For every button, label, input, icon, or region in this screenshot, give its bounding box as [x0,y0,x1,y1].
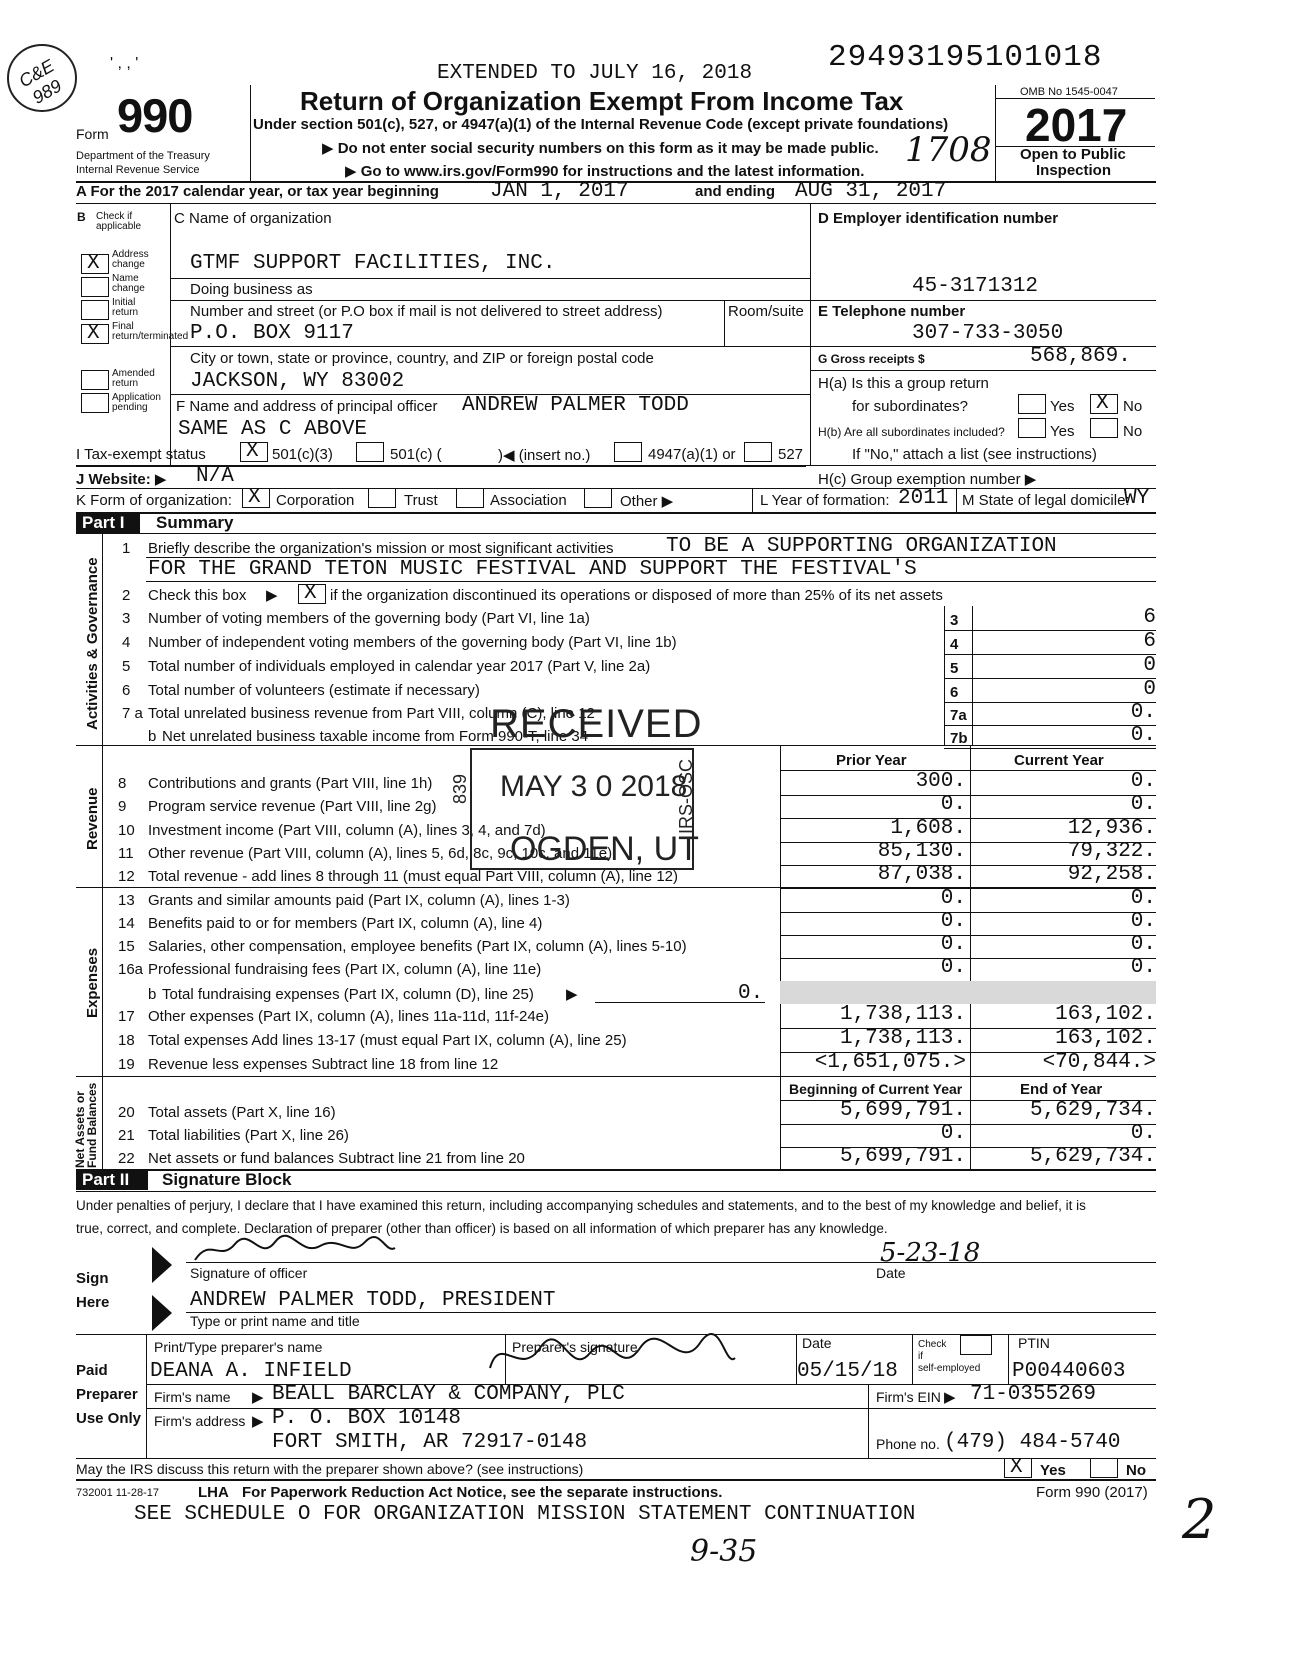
street-address: P.O. BOX 9117 [190,322,354,345]
amount-line-label: Investment income (Part VIII, column (A), lines 3, 4, and 7d) [148,822,546,839]
line16b-num: b [148,986,157,1003]
other-org-label: Other ▶ [620,493,674,510]
line2-num: 2 [122,587,131,604]
form-title: Return of Organization Exempt From Income Tax [300,86,904,116]
l-label: L Year of formation: [760,492,890,509]
amount-current-year: 163,102. [1055,1027,1156,1050]
amount-line-label: Total liabilities (Part X, line 26) [148,1127,349,1144]
ha-sub-label: for subordinates? [852,398,968,415]
gov-line-num: 4 [122,634,131,651]
gov-line-value: 6 [1143,606,1156,629]
check-label: Check [918,1339,947,1350]
amount-prior-year: 1,608. [890,817,966,840]
amount-current-year: 0. [1130,956,1156,979]
line-j-label: J Website: ▶ [76,471,167,488]
form-subtitle: Under section 501(c), 527, or 4947(a)(1) of the Internal Revenue Code (except private foundations) [253,116,949,133]
corporation-mark: X [248,486,261,509]
penalty-line-2: true, correct, and complete. Declaration of preparer (other than officer) is based on all information of which preparer has any knowledge. [76,1221,888,1236]
part2-title: Signature Block [162,1170,292,1189]
line1-label: Briefly describe the organization's mission or most significant activities [148,540,614,557]
gov-line-num: b [148,728,157,745]
here-label: Here [76,1294,110,1311]
g-label: G Gross receipts $ [818,352,925,366]
gov-line-box: 5 [950,660,959,677]
if-label: if [918,1351,923,1362]
amount-line-label: Grants and similar amounts paid (Part IX, column (A), lines 1-3) [148,892,570,909]
status-501c-insert: )◀ (insert no.) [498,447,591,464]
status-4947-checkbox[interactable] [614,442,642,462]
officer-signature [190,1232,400,1266]
amount-current-year: 79,322. [1067,840,1156,863]
gov-line-label: Net unrelated business taxable income from Form 990-T, line 34 [162,728,589,745]
street-label: Number and street (or P.O box if mail is not delivered to street address) [190,303,663,320]
amount-current-year: 5,629,734. [1029,1145,1156,1168]
amount-current-year: <70,844.> [1042,1051,1156,1074]
principal-officer: ANDREW PALMER TODD [462,394,689,417]
and-ending-label: and ending [695,183,775,200]
corner-stamp-text: C&E 989 [15,55,66,108]
amount-line-num: 11 [118,845,134,862]
amount-line-label: Other revenue (Part VIII, column (A), lines 5, 6d, 8c, 9c, 10c, and 11e) [148,845,613,862]
gov-line-label: Number of independent voting members of the governing body (Part VI, line 1b) [148,634,677,651]
trust-checkbox[interactable] [368,488,396,508]
sign-arrows [150,1245,174,1335]
final-return-label: Final return/terminated [112,321,189,342]
ha-no-mark: X [1096,392,1109,415]
initial-return-label: Initial return [112,297,139,318]
self-employed-checkbox[interactable] [960,1335,992,1355]
signature-officer-label: Signature of officer [190,1265,308,1281]
amount-prior-year: 0. [940,910,966,933]
lha-label: LHA [198,1484,229,1501]
discuss-yes-label: Yes [1040,1462,1066,1479]
amount-current-year: 0. [1130,933,1156,956]
amount-line-num: 13 [118,892,135,909]
status-501c-label: 501(c) ( [390,446,442,463]
amount-line-num: 21 [118,1127,135,1144]
form-number: 990 [117,89,193,142]
final-return-mark: X [87,322,100,345]
side-governance: Activities & Governance [84,557,101,730]
amount-line-num: 14 [118,915,135,932]
preparer-name: DEANA A. INFIELD [150,1360,352,1383]
corner-stamp [4,40,80,116]
name-change-label: Name change [112,273,145,294]
ptin-label: PTIN [1018,1335,1050,1351]
phone-no-label: Phone no. [876,1436,940,1452]
firm-name: BEALL BARCLAY & COMPANY, PLC [272,1383,625,1406]
col-beginning: Beginning of Current Year [789,1081,963,1097]
part2-label: Part II [82,1170,130,1189]
city-state-zip: JACKSON, WY 83002 [190,370,405,393]
omb-number: OMB No 1545-0047 [1020,86,1118,98]
gov-line-value: 0. [1130,701,1156,724]
status-501c-checkbox[interactable] [356,442,384,462]
line2-check-label: Check this box [148,587,247,604]
col-current-year: Current Year [1014,752,1104,769]
side-revenue: Revenue [84,787,101,850]
trust-label: Trust [404,492,438,509]
tax-year-end: AUG 31, 2017 [795,180,947,203]
city-label: City or town, state or province, country, and ZIP or foreign postal code [190,350,654,367]
use-only-label: Use Only [76,1410,142,1427]
gov-line-num: 7 a [122,705,143,722]
f-label: F Name and address of principal officer [176,398,438,415]
gov-line-box: 6 [950,684,959,701]
line16b-label: Total fundraising expenses (Part IX, column (D), line 25) [162,986,534,1003]
hb-no-checkbox[interactable] [1090,418,1118,438]
gross-receipts-value: 568,869. [1030,345,1131,368]
hb-label: H(b) Are all subordinates included? [818,425,1005,439]
amount-line-num: 19 [118,1056,135,1073]
status-527-checkbox[interactable] [744,442,772,462]
amount-line-num: 17 [118,1008,135,1025]
irs-name: Internal Revenue Service [76,164,200,176]
amount-prior-year: 5,699,791. [839,1099,966,1122]
preparer-ptin: P00440603 [1012,1360,1126,1383]
amount-current-year: 0. [1130,793,1156,816]
firm-phone: (479) 484-5740 [944,1431,1121,1454]
firm-ein-label: Firm's EIN [876,1389,941,1405]
amount-line-label: Total revenue - add lines 8 through 11 (must equal Part VIII, column (A), line 12) [148,868,678,885]
sign-label: Sign [76,1270,109,1287]
gov-line-box: 3 [950,612,959,629]
ha-yes-checkbox[interactable] [1018,394,1046,414]
part1-title: Summary [156,513,234,532]
line16b-value: 0. [738,982,764,1005]
discuss-yes-mark: X [1010,1456,1023,1479]
form-footer-id: Form 990 (2017) [1036,1484,1148,1501]
page-handwritten: 9-35 [690,1534,758,1569]
form-code: 732001 11-28-17 [76,1487,159,1499]
amount-line-label: Net assets or fund balances Subtract line 21 from line 20 [148,1150,525,1167]
amount-line-label: Program service revenue (Part VIII, line 2g) [148,798,437,815]
line2-text: if the organization discontinued its operations or disposed of more than 25% of its net assets [330,587,943,604]
tax-year: 2017 [1025,99,1128,151]
name-title-label: Type or print name and title [190,1313,360,1329]
status-527-label: 527 [778,446,804,463]
extension-notice: EXTENDED TO JULY 16, 2018 [437,62,753,85]
amount-prior-year: 0. [940,933,966,956]
side-expenses: Expenses [84,947,101,1018]
gov-line-label: Number of voting members of the governing body (Part VI, line 1a) [148,610,590,627]
amount-current-year: 0. [1130,887,1156,910]
application-pending-checkbox[interactable] [81,393,109,413]
amount-current-year: 0. [1130,1122,1156,1145]
goto-notice: ▶ Go to www.irs.gov/Form990 for instructions and the latest information. [345,163,865,180]
gov-line-box: 7a [950,707,967,724]
line-k-label: K Form of organization: [76,492,232,509]
officer-name-title: ANDREW PALMER TODD, PRESIDENT [190,1289,556,1312]
d-label: D Employer identification number [818,210,1059,227]
mission-line-2: FOR THE GRAND TETON MUSIC FESTIVAL AND SUPPORT THE FESTIVAL'S [148,558,917,581]
amount-line-num: 9 [118,798,127,815]
amount-current-year: 163,102. [1055,1003,1156,1026]
hb-yes-checkbox[interactable] [1018,418,1046,438]
organization-name: GTMF SUPPORT FACILITIES, INC. [190,252,556,275]
received-left-code: 839 [450,773,470,804]
corporation-label: Corporation [276,492,355,509]
open-public: Open to Public [1020,146,1126,163]
status-501c3-label: 501(c)(3) [272,446,333,463]
amount-line-label: Salaries, other compensation, employee benefits (Part IX, column (A), lines 5-10) [148,938,687,955]
hb-note: If "No," attach a list (see instructions) [852,446,1097,463]
line1-num: 1 [122,540,131,557]
preparer-name-label: Print/Type preparer's name [154,1339,323,1355]
dba-label: Doing business as [190,281,313,298]
amount-prior-year: 0. [940,793,966,816]
amount-prior-year: <1,651,075.> [814,1051,966,1074]
tax-year-begin: JAN 1, 2017 [490,180,629,203]
mission-line-1: TO BE A SUPPORTING ORGANIZATION [666,535,1057,558]
line-a-label: A For the 2017 calendar year, or tax year beginning [76,183,439,200]
ha-yes-label: Yes [1050,398,1075,415]
received-date: MAY 3 0 2018 [500,770,688,803]
col-prior-year: Prior Year [836,752,907,769]
sign-date-label: Date [876,1265,906,1281]
amount-current-year: 5,629,734. [1029,1099,1156,1122]
amended-return-label: Amended return [112,368,155,389]
ha-label: H(a) Is this a group return [818,375,989,392]
amount-prior-year: 0. [940,887,966,910]
signature-date: 5-23-18 [880,1238,981,1268]
amount-prior-year: 87,038. [877,863,966,886]
amount-prior-year: 0. [940,1122,966,1145]
amount-line-label: Contributions and grants (Part VIII, line 1h) [148,775,433,792]
col-end-year: End of Year [1020,1081,1103,1098]
received-right-code: IRS-OSC [676,758,696,834]
schedule-o-notice: SEE SCHEDULE O FOR ORGANIZATION MISSION STATEMENT CONTINUATION [134,1503,916,1526]
amount-current-year: 92,258. [1067,863,1156,886]
amount-line-num: 18 [118,1032,135,1049]
amount-current-year: 0. [1130,910,1156,933]
amount-prior-year: 5,699,791. [839,1145,966,1168]
gov-line-value: 0. [1130,724,1156,747]
c-label: C Name of organization [174,210,332,227]
amount-prior-year: 1,738,113. [839,1003,966,1026]
amount-line-num: 22 [118,1150,135,1167]
gov-line-value: 0 [1143,678,1156,701]
b-check-label: Check if applicable [96,211,142,232]
amount-line-label: Total expenses Add lines 13-17 (must equal Part IX, column (A), line 25) [148,1032,627,1049]
association-label: Association [490,492,567,509]
ein-value: 45-3171312 [912,275,1039,298]
gov-line-label: Total number of individuals employed in calendar year 2017 (Part V, line 2a) [148,658,651,675]
telephone-value: 307-733-3050 [912,322,1064,345]
page-number-handwritten: 2 [1182,1488,1217,1551]
status-501c3-mark: X [246,440,259,463]
amount-current-year: 12,936. [1067,817,1156,840]
paperwork-notice: For Paperwork Reduction Act Notice, see the separate instructions. [242,1484,723,1501]
received-stamp [440,700,710,890]
address-change-mark: X [87,252,100,275]
officer-address: SAME AS C ABOVE [178,418,368,441]
year-formation-value: 2011 [898,487,949,510]
name-change-checkbox[interactable] [81,277,109,297]
amount-line-label: Revenue less expenses Subtract line 18 from line 12 [148,1056,499,1073]
website-value: N/A [196,465,234,488]
line16b-arrow: ▶ [566,986,578,1003]
amount-line-num: 15 [118,938,135,955]
other-org-checkbox[interactable] [584,488,612,508]
status-4947-label: 4947(a)(1) or [648,446,736,463]
discuss-no-label: No [1126,1462,1146,1479]
gov-line-box: 7b [950,730,968,747]
gov-line-num: 3 [122,610,131,627]
association-checkbox[interactable] [456,488,484,508]
firm-name-label: Firm's name [154,1389,231,1405]
amount-prior-year: 1,738,113. [839,1027,966,1050]
firm-ein: 71-0355269 [970,1383,1097,1406]
amount-line-num: 10 [118,822,135,839]
paid-label: Paid [76,1362,108,1379]
received-title: RECEIVED [490,702,703,746]
b-label: B [77,210,86,224]
gov-line-box: 4 [950,636,959,653]
initial-return-checkbox[interactable] [81,300,109,320]
hb-no-label: No [1123,423,1143,440]
ha-no-label: No [1123,398,1143,415]
line-i-label: I Tax-exempt status [76,446,206,463]
hc-label: H(c) Group exemption number ▶ [818,471,1037,488]
amount-line-num: 20 [118,1104,135,1121]
handwritten-code: 1708 [905,130,992,170]
hb-yes-label: Yes [1050,423,1075,440]
address-change-label: Address change [112,249,149,270]
inspection: Inspection [1036,162,1112,179]
amount-line-label: Other expenses (Part IX, column (A), lines 11a-11d, 11f-24e) [148,1008,550,1025]
dept-treasury: Department of the Treasury [76,150,210,162]
amount-line-num: 12 [118,868,135,885]
amount-prior-year: 85,130. [877,840,966,863]
amount-current-year: 0. [1130,770,1156,793]
part1-label: Part I [82,513,125,532]
preparer-label: Preparer [76,1386,138,1403]
firm-address-label: Firm's address [154,1413,246,1429]
amount-line-label: Professional fundraising fees (Part IX, column (A), line 11e) [148,961,542,978]
gov-line-value: 6 [1143,630,1156,653]
preparer-signature [480,1328,740,1388]
amount-line-num: 8 [118,775,127,792]
amount-line-label: Total assets (Part X, line 16) [148,1104,336,1121]
gov-line-num: 5 [122,658,131,675]
gov-line-num: 6 [122,682,131,699]
gov-line-value: 0 [1143,654,1156,677]
preparer-date-label: Date [802,1335,832,1351]
amount-prior-year: 300. [915,770,966,793]
penalty-line-1: Under penalties of perjury, I declare that I have examined this return, including accompanying schedules and statements, and to the best of my knowledge and belief, it is [76,1198,1086,1213]
received-city: OGDEN, UT [510,830,699,868]
m-label: M State of legal domicile: [962,492,1130,509]
application-pending-label: Application pending [112,392,161,413]
firm-address-2: FORT SMITH, AR 72917-0148 [272,1431,588,1454]
firm-address-1: P. O. BOX 10148 [272,1407,462,1430]
preparer-date: 05/15/18 [797,1360,898,1383]
amount-line-num: 16a [118,961,144,978]
form-word: Form [76,126,109,142]
discuss-no-checkbox[interactable] [1090,1458,1118,1478]
document-locator-number: 29493195101018 [828,40,1103,75]
side-net-assets: Net Assets or Fund Balances [73,1082,99,1168]
ssn-notice: ▶ Do not enter social security numbers on this form as it may be made public. [322,140,879,157]
amount-line-label: Benefits paid to or for members (Part IX, column (A), line 4) [148,915,543,932]
self-employed-label: self-employed [918,1363,981,1374]
room-suite-label: Room/suite [728,303,804,320]
amended-return-checkbox[interactable] [81,370,109,390]
gov-line-label: Total unrelated business revenue from Part VIII, column (C), line 12 [148,705,595,722]
top-marks: ' , , ' [110,55,139,72]
state-domicile-value: WY [1124,487,1150,510]
amount-prior-year: 0. [940,956,966,979]
discuss-question: May the IRS discuss this return with the preparer shown above? (see instructions) [76,1461,584,1477]
gov-line-label: Total number of volunteers (estimate if necessary) [148,682,480,699]
preparer-sig-label: Preparer's signature [512,1339,638,1355]
discontinued-mark: X [304,582,317,605]
e-label: E Telephone number [818,303,966,320]
